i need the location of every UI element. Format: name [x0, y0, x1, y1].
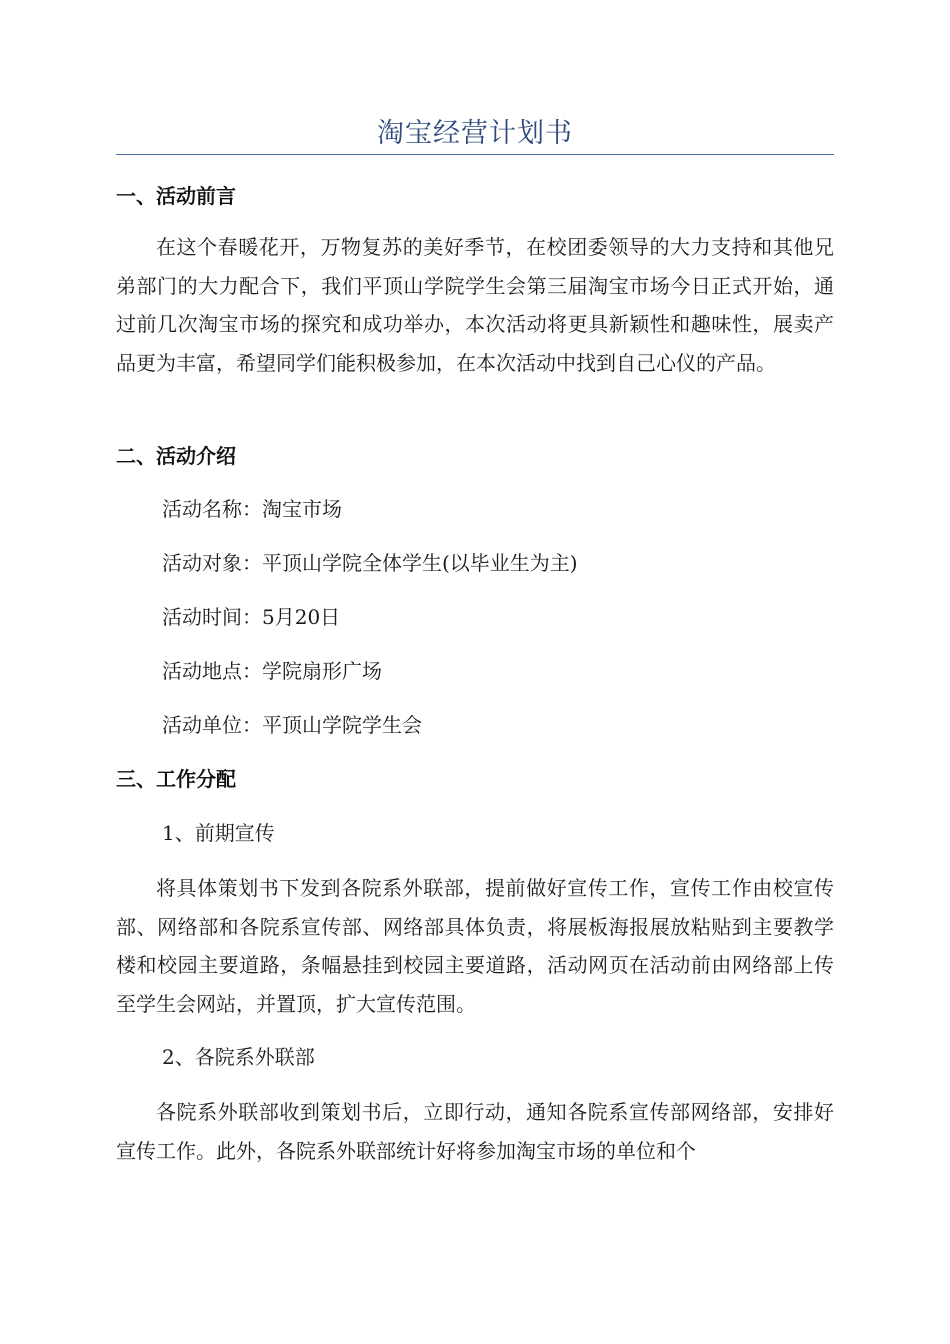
activity-time-item: 活动时间：5月20日	[162, 605, 341, 629]
activity-location-item: 活动地点：学院扇形广场	[162, 659, 382, 683]
publicity-paragraph: 将具体策划书下发到各院系外联部，提前做好宣传工作，宣传工作由校宣传部、网络部和各院系宣传部、网络部具体负责，将展板海报展放粘贴到主要教学楼和校园主要道路，条幅悬挂到校园主要道路，活动网页在活动前由网络部上传至学生会网站，并置顶，扩大宣传范围。	[116, 876, 834, 1016]
preface-paragraph: 在这个春暖花开，万物复苏的美好季节，在校团委领导的大力支持和其他兄弟部门的大力配合下，我们平顶山学院学生会第三届淘宝市场今日正式开始，通过前几次淘宝市场的探究和成功举办，本次活动将更具新颖性和趣味性，展卖产品更为丰富，希望同学们能积极参加，在本次活动中找到自己心仪的产品。	[116, 235, 834, 375]
subsection-heading-publicity: 1、前期宣传	[162, 821, 275, 845]
subsection-heading-liaison: 2、各院系外联部	[162, 1045, 315, 1069]
section-heading-introduction: 二、活动介绍	[116, 444, 236, 468]
title-underline	[116, 154, 834, 155]
section-heading-work-allocation: 三、工作分配	[116, 767, 236, 791]
activity-organizer-item: 活动单位：平顶山学院学生会	[162, 713, 422, 737]
liaison-paragraph: 各院系外联部收到策划书后，立即行动，通知各院系宣传部网络部，安排好宣传工作。此外，各院系外联部统计好将参加淘宝市场的单位和个	[116, 1100, 834, 1163]
section-heading-preface: 一、活动前言	[116, 184, 236, 208]
activity-name-item: 活动名称：淘宝市场	[162, 497, 342, 521]
activity-target-item: 活动对象：平顶山学院全体学生(以毕业生为主)	[162, 551, 578, 575]
document-title: 淘宝经营计划书	[377, 118, 573, 149]
